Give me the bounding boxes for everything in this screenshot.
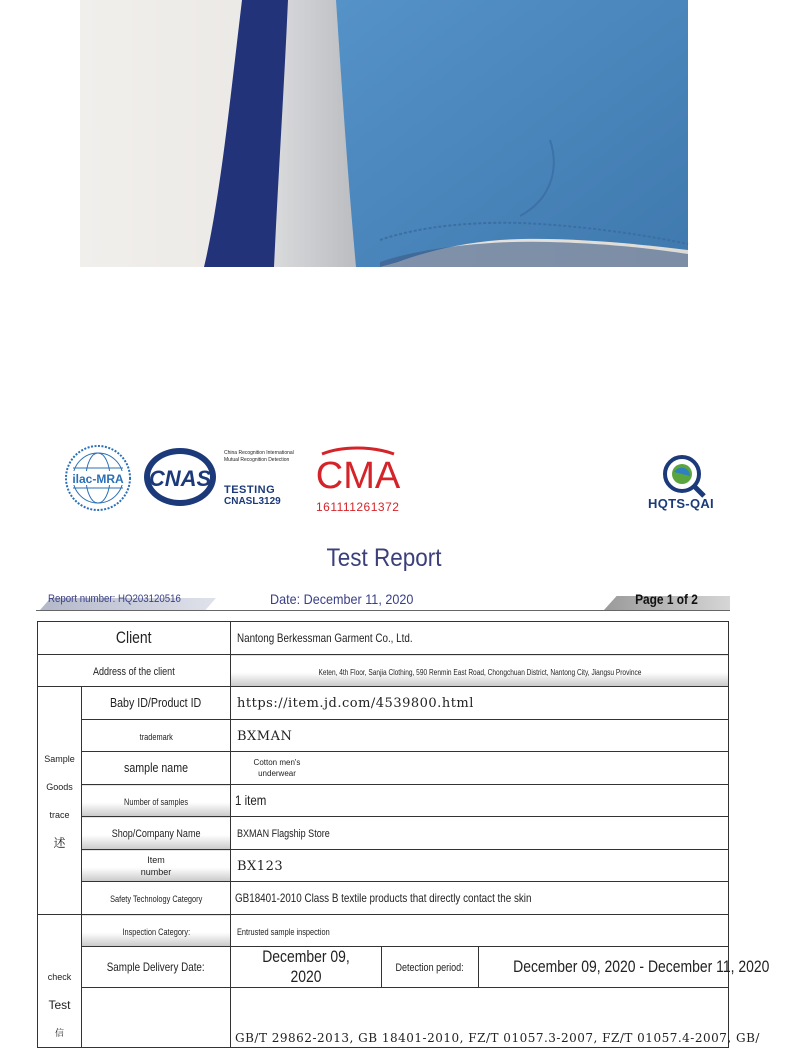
table-row [38, 915, 729, 947]
cnas-logo [142, 446, 222, 508]
report-table [37, 621, 770, 1048]
table-row [38, 720, 729, 752]
hqts-label: HQTS-QAI [648, 496, 714, 511]
report-meta [36, 588, 730, 612]
inspection-category-value: Entrusted sample inspection [231, 915, 729, 947]
sample-group-3: trace [49, 809, 70, 820]
table-row [38, 752, 729, 785]
trademark-value: BXMAN [231, 720, 729, 752]
trademark-label: trademark [82, 720, 231, 752]
standards-value: GB/T 29862-2013, GB 18401-2010, FZ/T 01057.3-2007, FZ/T 01057.4-2007, GB/ [231, 988, 729, 1048]
table-row [38, 947, 729, 988]
cnas-testing-label [224, 484, 281, 507]
page-title: Test Report [326, 544, 442, 572]
product-id-value: https://item.jd.com/4539800.html [231, 687, 729, 720]
product-id-label: Baby ID/Product ID [82, 687, 231, 720]
cma-text: CMA [315, 455, 401, 497]
inspection-category-label: Inspection Category: [82, 915, 231, 947]
table-row [38, 882, 729, 915]
shop-name-value: BXMAN Flagship Store [231, 817, 729, 850]
check-test-group [38, 915, 82, 1048]
cma-number: 161111261372 [316, 500, 400, 514]
table-row [38, 785, 729, 817]
client-label: Client [38, 622, 231, 655]
detection-period-value: December 09, 2020 - December 11, 2020 [479, 947, 729, 988]
check-group-3: 信 [54, 1028, 64, 1038]
sample-goods-group [38, 687, 82, 915]
cnas-text: CNAS [148, 466, 212, 491]
cnas-code: CNASL3129 [224, 496, 281, 507]
ilac-mra-text: ilac-MRA [72, 472, 124, 486]
cnas-caption: China Recognition International Mutual Recognition Detection [224, 450, 294, 463]
cma-logo [312, 444, 402, 496]
sample-count-label: Number of samples [82, 785, 231, 817]
report-number: Report number: HQ203120516 [48, 593, 181, 605]
item-number-value: BX123 [231, 850, 729, 882]
table-row [38, 655, 729, 687]
certification-logos [0, 440, 768, 520]
sample-name-value: Cotton men's underwear [231, 752, 729, 785]
sample-group-4: 述 [53, 835, 66, 850]
standards-label [82, 988, 231, 1048]
safety-category-value: GB18401-2010 Class B textile products that directly contact the skin [231, 882, 729, 915]
table-row [38, 988, 729, 1048]
page-indicator: Page 1 of 2 [635, 591, 698, 607]
ilac-mra-logo [64, 444, 132, 512]
sample-count-value: 1 item [231, 785, 729, 817]
table-row [38, 817, 729, 850]
address-value: Keten, 4th Floor, Sanjia Clothing, 590 Renmin East Road, Chongchuan District, Nantong City, Jiangsu Province [231, 655, 729, 687]
table-row [38, 850, 729, 882]
safety-category-label: Safety Technology Category [82, 882, 231, 915]
check-group-2: Test [48, 998, 71, 1012]
table-row [38, 622, 729, 655]
delivery-date-value: December 09, 2020 [231, 947, 382, 988]
shop-name-label: Shop/Company Name [82, 817, 231, 850]
address-label: Address of the client [38, 655, 231, 687]
sample-group-2: Goods [46, 781, 73, 792]
product-photo [80, 0, 688, 267]
item-number-label: Item number [82, 850, 231, 882]
sample-group-1: Sample [44, 753, 75, 764]
report-date: Date: December 11, 2020 [270, 591, 414, 607]
detection-period-label: Detection period: [382, 947, 479, 988]
table-row [38, 687, 729, 720]
check-group-1: check [47, 972, 72, 982]
delivery-date-label: Sample Delivery Date: [82, 947, 231, 988]
meta-divider [36, 610, 730, 611]
cnas-testing-text: TESTING [224, 484, 276, 496]
sample-name-label: sample name [82, 752, 231, 785]
client-value: Nantong Berkessman Garment Co., Ltd. [231, 622, 729, 655]
